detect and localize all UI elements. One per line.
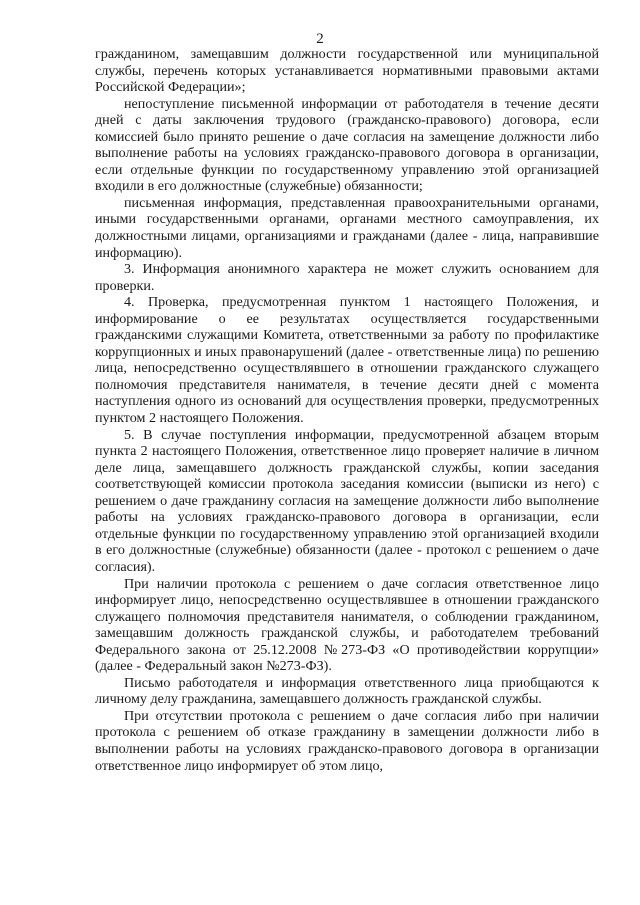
page-number: 2 [316, 31, 324, 47]
paragraph: 3. Информация анонимного характера не может служить основанием для проверки. [95, 261, 599, 294]
paragraph: 4. Проверка, предусмотренная пунктом 1 настоящего Положения, и информирование о ее результатах осуществляется государственными гражданскими служащими Комитета, ответственными за работу по профилактике коррупционных и иных правонарушений (далее - ответственные лица) по решению лица, непосредственно осуществлявшего в отношении гражданского служащего полномочия представителя нанимателя, в течение десяти дней с момента наступления одного из оснований для осуществления проверки, предусмотренных пунктом 2 настоящего Положения. [95, 294, 599, 427]
document-body [95, 46, 599, 774]
paragraph: При отсутствии протокола с решением о даче согласия либо при наличии протокола с решением об отказе гражданину в замещении должности либо в выполнении работы на условиях гражданско-правового договора в организации ответственное лицо информирует об этом лицо, [95, 707, 599, 774]
paragraph: Письмо работодателя и информация ответственного лица приобщаются к личному делу гражданина, замещавшего должность гражданской службы. [95, 674, 599, 708]
paragraph: гражданином, замещавшим должности государственной или муниципальной службы, перечень которых устанавливается нормативными правовыми актами Российской Федерации»; [95, 46, 599, 96]
paragraph: 5. В случае поступления информации, предусмотренной абзацем вторым пункта 2 настоящего Положения, ответственное лицо проверяет наличие в личном деле лица, замещавшего должность гражданской службы, копии заседания соответствующей комиссии протокола заседания комиссии (выписки из него) с решением о даче гражданину согласия на замещение должности либо выполнение работы на условиях гражданско-правового договора в организации, если отдельные функции по государственному управлению этой организацией входили в его должностные (служебные) обязанности (далее - протокол с решением о даче согласия). [95, 426, 599, 575]
paragraph: При наличии протокола с решением о даче согласия ответственное лицо информирует лицо, непосредственно осуществлявшее в отношении гражданского служащего полномочия представителя нанимателя, о соблюдении гражданином, замещавшим должность гражданской службы, и работодателем требований Федерального закона от 25.12.2008 №273-ФЗ «О противодействии коррупции» (далее - Федеральный закон №273-ФЗ). [95, 575, 599, 675]
paragraph: письменная информация, представленная правоохранительными органами, иными государственными органами, органами местного самоуправления, их должностными лицами, организациями и гражданами (далее - лица, направившие информацию). [95, 194, 599, 261]
paragraph: непоступление письменной информации от работодателя в течение десяти дней с даты заключения трудового (гражданско-правового) договора, если комиссией было принято решение о даче согласия на замещение должности либо выполнение работы на условиях гражданско-правового договора в организации, если отдельные функции по государственному управлению этой организацией входили в его должностные (служебные) обязанности; [95, 95, 599, 195]
